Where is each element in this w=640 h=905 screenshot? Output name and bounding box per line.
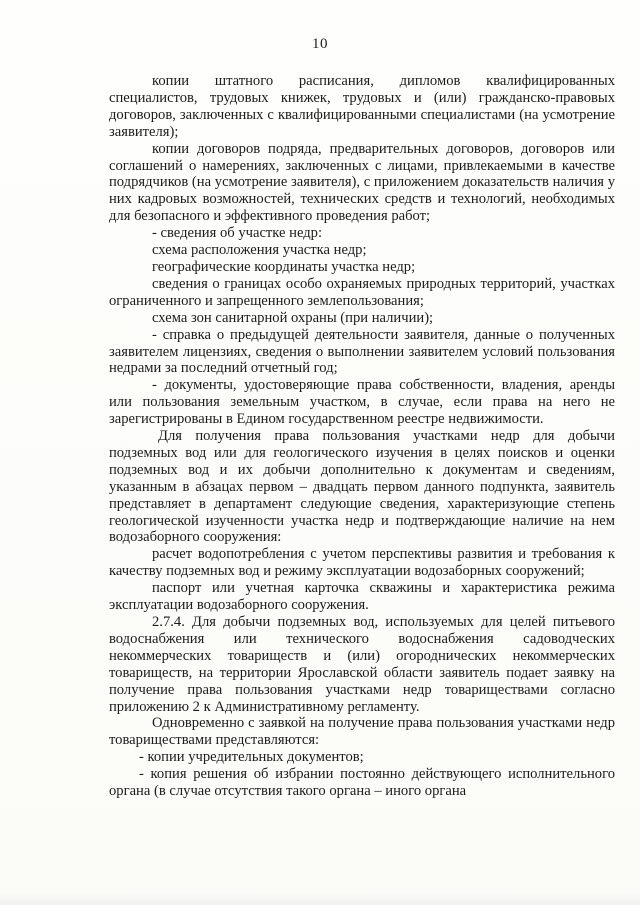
page-number: 10 — [312, 36, 328, 52]
page-edge-shadow — [0, 891, 640, 905]
list-item: географические координаты участка недр; — [152, 258, 416, 275]
list-item: - справка о предыдущей деятельности заявителя, данные о полученных заявителем лицензиях, сведения о выполнении заявителем условий пользования недрами за последний отчетный год; — [109, 326, 615, 377]
paragraph: копии договоров подряда, предварительных договоров, договоров или соглашений о намерениях, заключенных с лицами, привлекаемыми в качестве подрядчиков (на усмотрение заявителя), с приложением доказательств наличия у них кадровых возможностей, технических средств и технологий, необходимых для безопасного и эффективного проведения работ; — [109, 140, 615, 225]
list-item: - копии учредительных документов; — [139, 749, 364, 766]
list-item: паспорт или учетная карточка скважины и характеристика режима эксплуатации водозаборного сооружения. — [109, 580, 615, 614]
list-item: - копия решения об избрании постоянно действующего исполнительного органа (в случае отсутствия такого органа – иного органа — [109, 766, 615, 800]
list-item: схема расположения участка недр; — [152, 242, 367, 259]
paragraph: копии штатного расписания, дипломов квалифицированных специалистов, трудовых книжек, трудовых и (или) гражданско-правовых договоров, заключенных с квалифицированными специалистами (на усмотрение заявителя); — [109, 73, 615, 140]
paragraph: Для получения права пользования участками недр для добычи подземных вод или для геологического изучения в целях поисков и оценки подземных вод и их добычи дополнительно к документам и сведениям, указанным в абзацах первом – двадцать первом данного подпункта, заявитель представляет в департамент следующие сведения, характеризующие степень геологической изученности участка недр и подтверждающие наличие на нем водозаборного сооружения: — [109, 428, 615, 546]
section-paragraph: 2.7.4. Для добычи подземных вод, используемых для целей питьевого водоснабжения или технического водоснабжения садоводческих некоммерческих товариществ и (или) огороднических некоммерческих товариществ, на территории Ярославской области заявитель подает заявку на получение права пользования участками недр товариществами согласно приложению 2 к Административному регламенту. — [109, 614, 615, 715]
paragraph: Одновременно с заявкой на получение права пользования участками недр товариществами представляются: — [109, 715, 615, 749]
list-item: - сведения об участке недр: — [152, 225, 323, 242]
document-body — [109, 73, 615, 800]
list-item: сведения о границах особо охраняемых природных территорий, участках ограниченного и запрещенного землепользования; — [109, 275, 615, 309]
list-item: схема зон санитарной охраны (при наличии); — [152, 309, 434, 326]
list-item: - документы, удостоверяющие права собственности, владения, аренды или пользования земельным участком, в случае, если права на него не зарегистрированы в Едином государственном реестре недвижимости. — [109, 377, 615, 428]
list-item: расчет водопотребления с учетом перспективы развития и требования к качеству подземных вод и режиму эксплуатации водозаборных сооружений; — [109, 546, 615, 580]
